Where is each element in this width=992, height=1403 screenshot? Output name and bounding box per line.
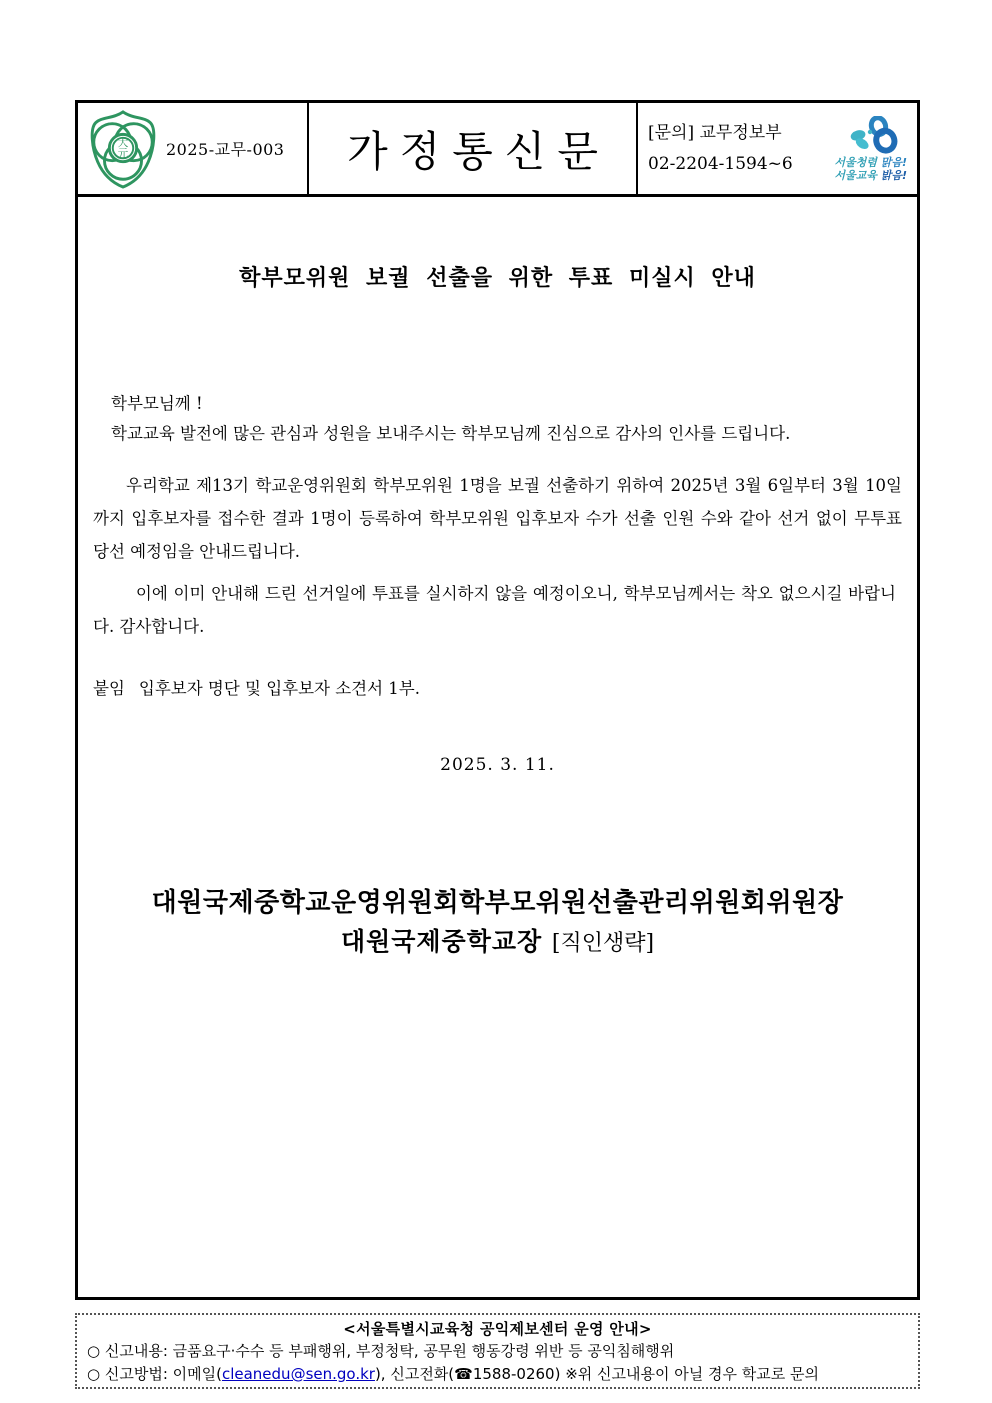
notice-line-report-content: ○ 신고내용: 금품요구·수수 등 부패행위, 부정청탁, 공무원 행동강령 위반 등 공익침해행위: [87, 1342, 675, 1360]
report-email-link[interactable]: cleanedu@sen.go.kr: [221, 1365, 375, 1383]
header-left-cell: [78, 103, 307, 194]
body-paragraph-2: 우리학교 제13기 학교운영위원회 학부모위원 1명을 보궐 선출하기 위하여 2025년 3월 6일부터 3월 10일까지 입후보자를 접수한 결과 1명이 등록하여 학부모위원 입후보자 수가 선출 인원 수와 같아 선거 없이 무투표 당선 예정임을 안내드립니다.: [93, 476, 902, 561]
emblem-char-bottom: 元: [117, 146, 129, 160]
seoul-education-logo: [834, 116, 909, 182]
emblem-char-top: 大: [117, 135, 129, 149]
contact-department: [문의] 교무정보부: [648, 122, 782, 143]
body-paragraph-3: 이에 이미 안내해 드린 선거일에 투표를 실시하지 않을 예정이오니, 학부모님께서는 착오 없으시길 바랍니다. 감사합니다.: [93, 584, 896, 636]
signature-committee: 대원국제중학교운영위원회학부모위원선출관리위원회위원장: [151, 888, 844, 918]
document-sheet: [75, 100, 920, 1300]
signature-principal: 대원국제중학교장 [직인생략]: [340, 927, 655, 956]
seal-omitted-note: [직인생략]: [551, 931, 655, 956]
seoul-slogan-line1: 서울청렴 맑음!: [834, 155, 907, 169]
newsletter-title: 가정통신문: [347, 126, 610, 176]
attachment-label: 붙임: [93, 679, 125, 698]
header-right-cell: [638, 103, 917, 194]
header-title-cell: [307, 103, 638, 194]
contact-info: [648, 118, 793, 180]
whistleblower-notice-box: [75, 1313, 920, 1389]
contact-phone: 02-2204-1594~6: [648, 153, 793, 174]
greeting-line1: 학부모님께 !: [111, 394, 203, 413]
signature-block: [78, 883, 917, 963]
document-title: 학부모위원 보궐 선출을 위한 투표 미실시 안내: [239, 266, 756, 291]
header: [78, 103, 917, 197]
document-date: 2025. 3. 11.: [440, 755, 555, 775]
attachment-line: [93, 675, 902, 699]
attachment-text: 입후보자 명단 및 입후보자 소견서 1부.: [138, 679, 420, 698]
greeting-line2: 학교교육 발전에 많은 관심과 성원을 보내주시는 학부모님께 진심으로 감사의 인사를 드립니다.: [111, 424, 791, 443]
school-emblem-icon: [84, 109, 162, 189]
seoul-slogan-line2: 서울교육 밝음!: [834, 168, 907, 182]
greeting-paragraph: [93, 389, 902, 449]
notice-box-title: <서울특별시교육청 공익제보센터 운영 안내>: [343, 1320, 652, 1338]
document-number: 2025-교무-003: [166, 140, 285, 159]
butterfly-icon: [840, 116, 902, 158]
notice-line-report-method: ○ 신고방법: 이메일(cleanedu@sen.go.kr), 신고전화(☎1588-0260) ※위 신고내용이 아닐 경우 학교로 문의: [87, 1365, 819, 1383]
